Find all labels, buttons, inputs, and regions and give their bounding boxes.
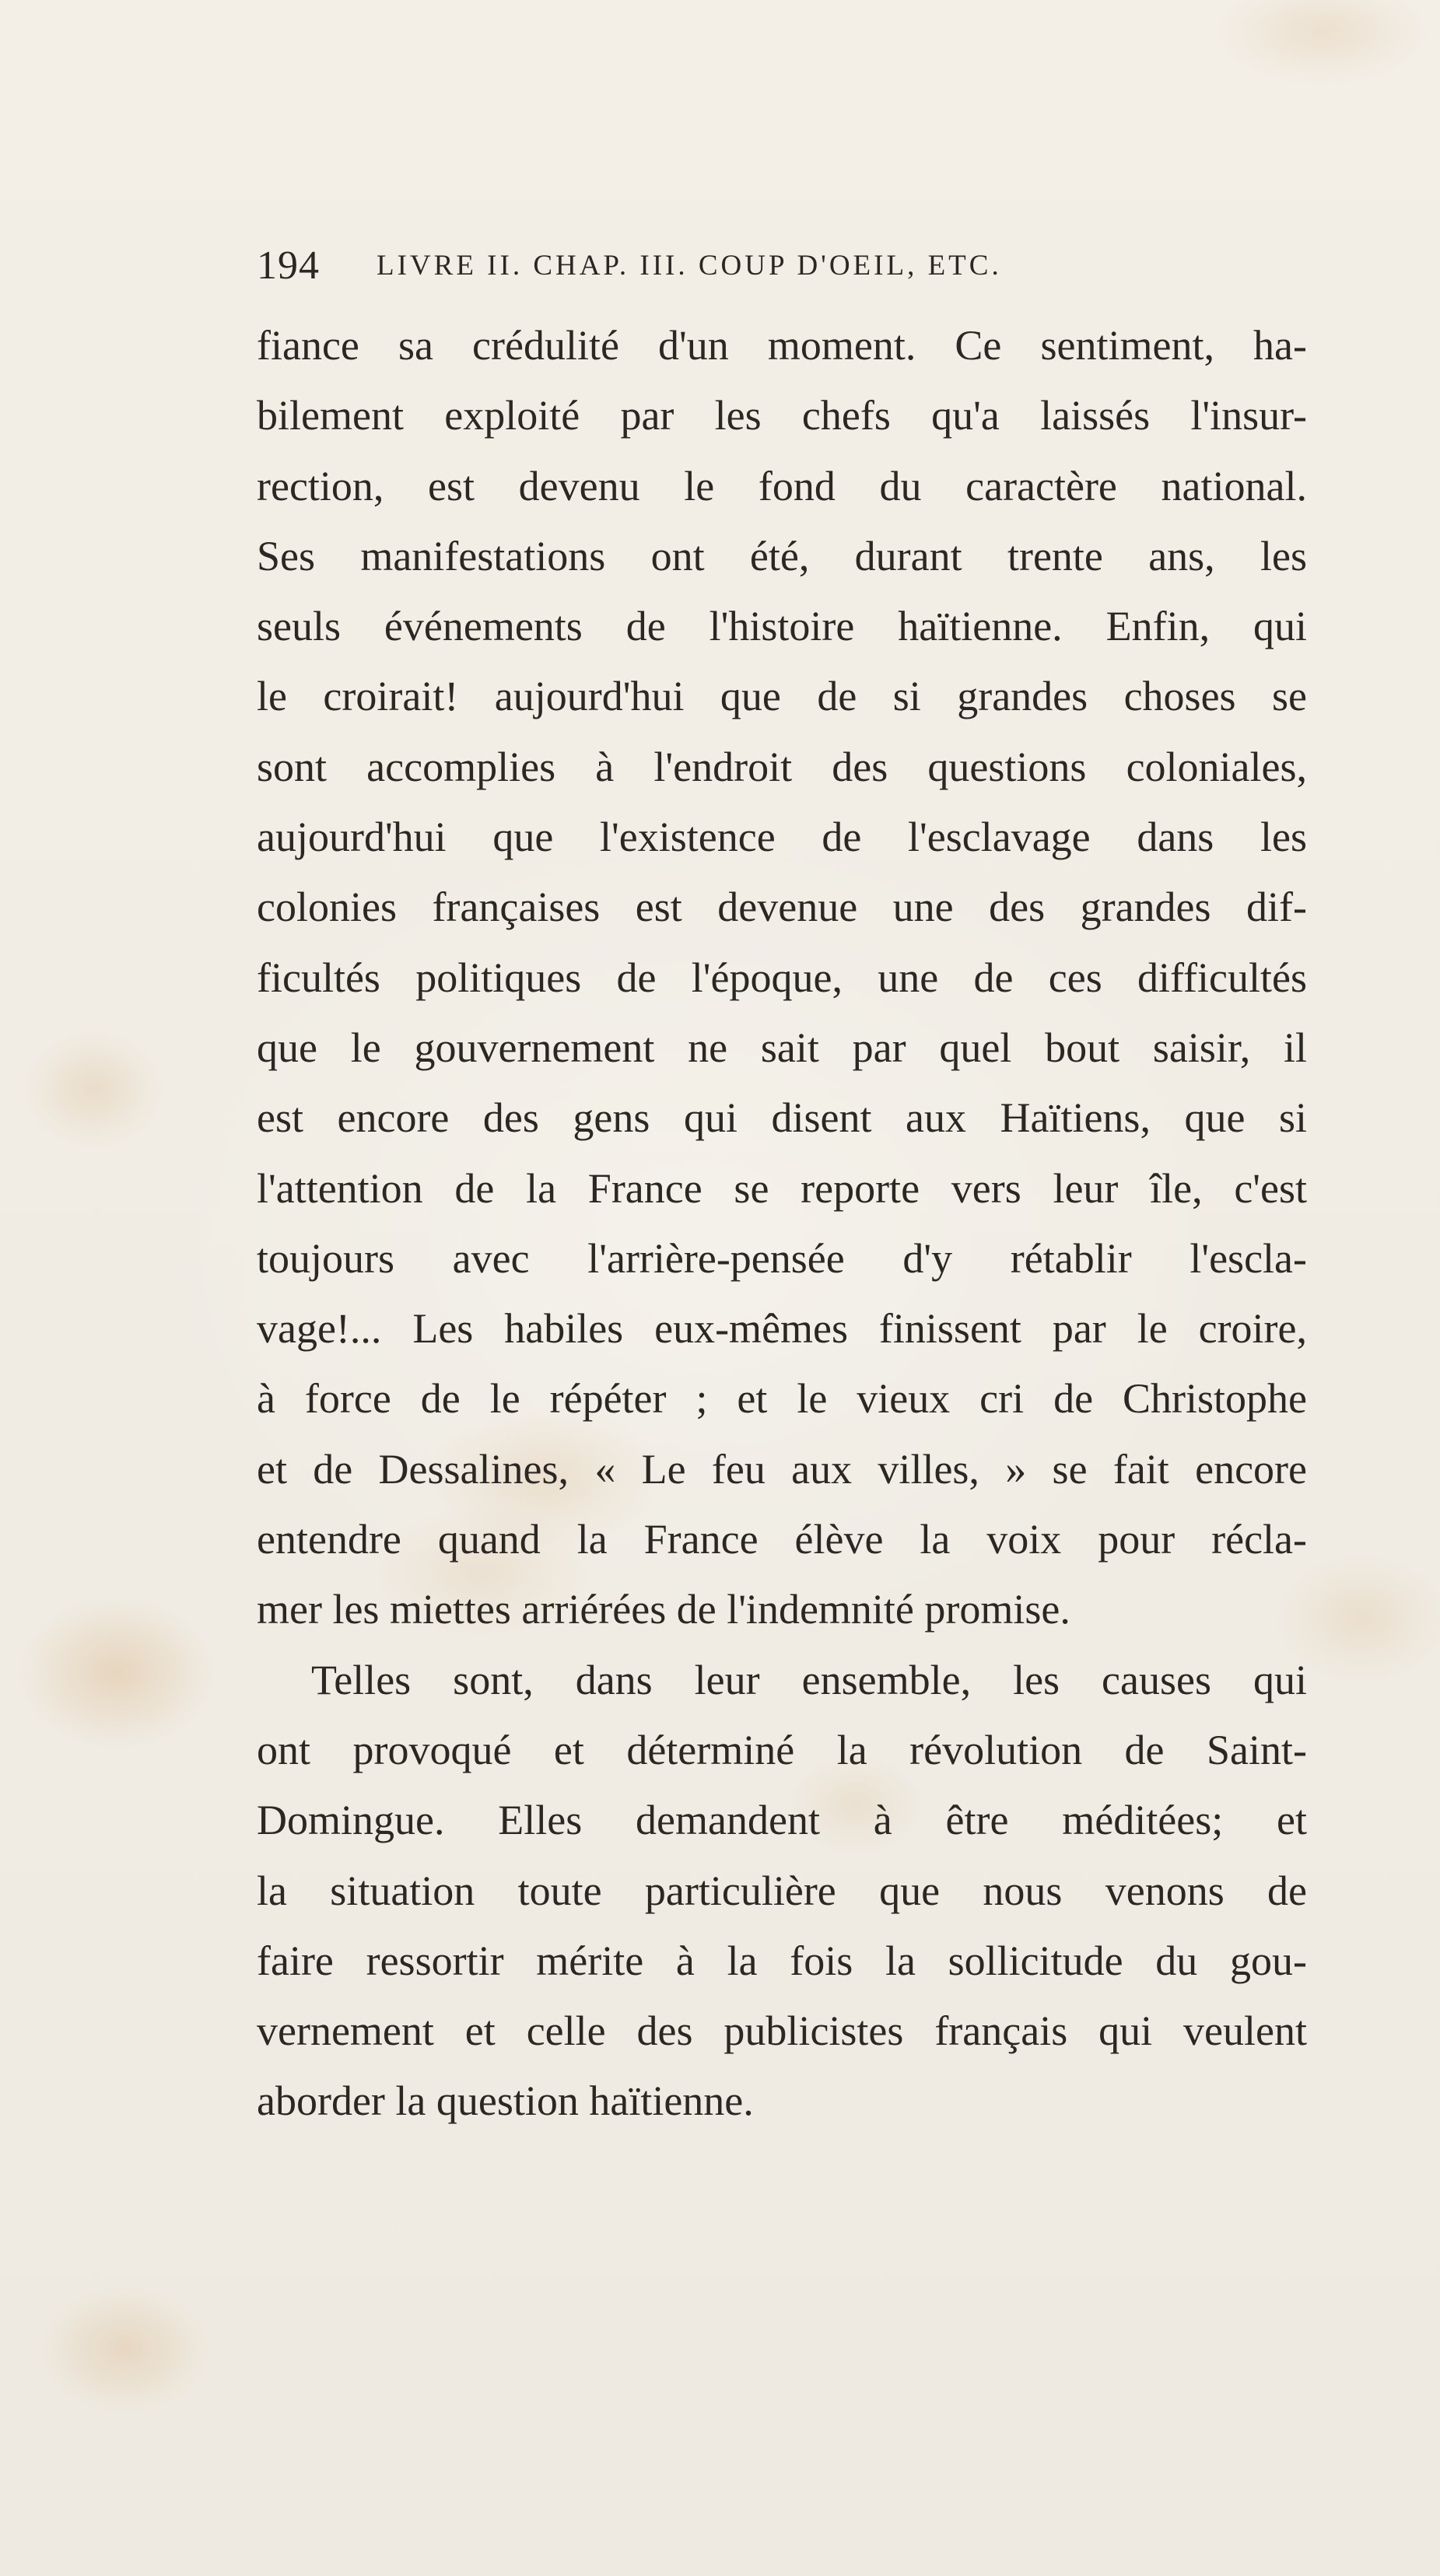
text-line: vernement et celle des publicistes français qui veulent [257,2007,1307,2055]
text-line: bilement exploité par les chefs qu'a laissés l'insur- [257,392,1307,439]
text-line: faire ressortir mérite à la fois la sollicitude du gou- [257,1937,1307,1984]
running-title: LIVRE II. CHAP. III. COUP D'OEIL, ETC. [377,250,1002,282]
body-text [257,310,1307,2137]
page-number: 194 [257,243,320,288]
page-header [257,243,1190,289]
text-line: aujourd'hui que l'existence de l'esclavage dans les [257,814,1307,861]
text-line: et de Dessalines, « Le feu aux villes, » se fait encore [257,1445,1307,1493]
text-line: Domingue. Elles demandent à être méditées; et [257,1797,1307,1844]
text-line: ficultés politiques de l'époque, une de ces difficultés [257,954,1307,1001]
text-line: rection, est devenu le fond du caractère national. [257,462,1307,509]
text-line: fiance sa crédulité d'un moment. Ce sentiment, ha- [257,322,1307,369]
text-line: entendre quand la France élève la voix pour récla- [257,1516,1307,1563]
text-line: vage!... Les habiles eux-mêmes finissent par le croire, [257,1305,1307,1353]
text-line: mer les miettes arriérées de l'indemnité promise. [257,1586,1070,1633]
text-line: la situation toute particulière que nous venons de [257,1867,1307,1914]
text-line: que le gouvernement ne sait par quel bout saisir, il [257,1024,1307,1071]
text-line: toujours avec l'arrière-pensée d'y rétablir l'escla- [257,1234,1307,1282]
text-line: l'attention de la France se reporte vers leur île, c'est [257,1164,1307,1212]
text-line: est encore des gens qui disent aux Haïtiens, que si [257,1094,1307,1142]
text-line: sont accomplies à l'endroit des questions coloniales, [257,743,1307,790]
text-line: aborder la question haïtienne. [257,2077,754,2125]
text-line: Ses manifestations ont été, durant trente ans, les [257,532,1307,579]
text-line: ont provoqué et déterminé la révolution de Saint- [257,1726,1307,1773]
text-line: Telles sont, dans leur ensemble, les causes qui [311,1656,1307,1703]
text-line: colonies françaises est devenue une des grandes dif- [257,884,1307,931]
text-line: seuls événements de l'histoire haïtienne. Enfin, qui [257,603,1307,650]
text-line: le croirait! aujourd'hui que de si grandes choses se [257,673,1307,720]
text-line: à force de le répéter ; et le vieux cri de Christophe [257,1375,1307,1423]
